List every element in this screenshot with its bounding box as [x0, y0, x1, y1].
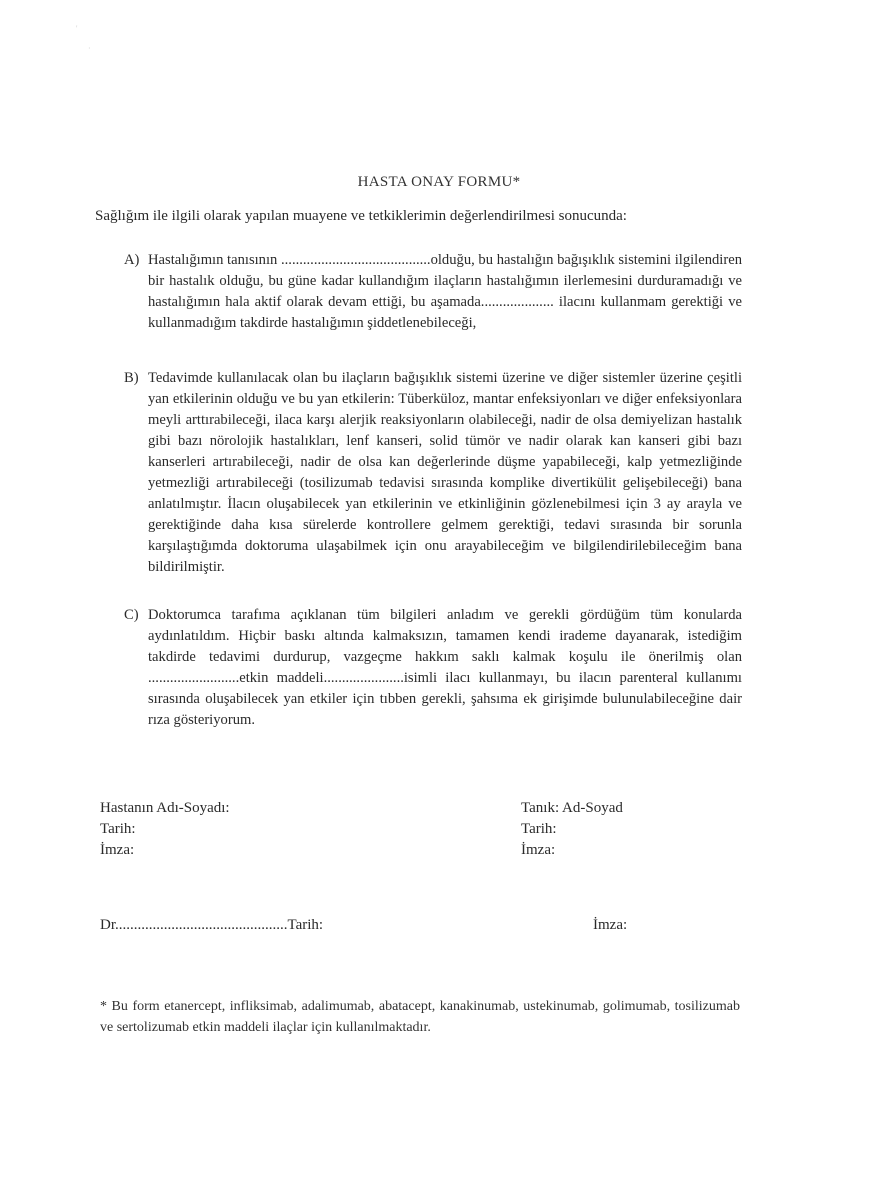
doctor-name-date-line: Dr..............................................Tarih: — [100, 917, 324, 933]
witness-date-label: Tarih: — [521, 821, 557, 837]
scan-speck: · — [88, 44, 91, 53]
section-a-text: Hastalığımın tanısının .........................................olduğu, bu hastalığın bağışıklık sistemini ilgilendiren bir hastalık olduğu, bu güne kadar kullandığım ilaçların hastalığımın ilerlemesini durduramadığı ve hastalığımın hala aktif olarak devam ettiği, bu aşamada.................... ilacını kullanmam gerektiği ve kullanmadığım takdirde hastalığımın şiddetlenebileceği, — [148, 252, 742, 331]
section-a-marker: A) — [124, 252, 140, 268]
form-title: HASTA ONAY FORMU* — [357, 174, 521, 190]
patient-date-label: Tarih: — [100, 821, 136, 837]
patient-name-label: Hastanın Adı-Soyadı: — [100, 800, 230, 816]
section-c — [124, 605, 742, 731]
witness-name-label: Tanık: Ad-Soyad — [521, 800, 623, 816]
doctor-sign-label: İmza: — [593, 917, 628, 933]
section-b-marker: B) — [124, 370, 139, 386]
section-c-marker: C) — [124, 607, 139, 623]
patient-sign-label: İmza: — [100, 842, 135, 858]
section-b — [124, 368, 742, 578]
section-a — [124, 250, 742, 334]
intro-paragraph: Sağlığım ile ilgili olarak yapılan muayene ve tetkiklerimin değerlendirilmesi sonucunda: — [95, 208, 627, 224]
patient-signature-block — [100, 798, 230, 861]
witness-sign-label: İmza: — [521, 842, 556, 858]
scan-speck: ' — [76, 24, 78, 33]
section-b-text: Tedavimde kullanılacak olan bu ilaçların bağışıklık sistemi üzerine ve diğer sistemler üzerine çeşitli yan etkilerinin olduğu ve bu yan etkilerin: Tüberküloz, mantar enfeksiyonları ve diğer enfeksiyonlara meyli arttırabileceği, ilaca karşı alerjik reaksiyonların olabileceği, nadir de olsa demiyelizan hastalık gibi bazı nörolojik hastalıkları, lenf kanseri, solid tümör ve nadir olarak kan kanseri gibi bazı kanserleri artırabileceği, nadir de olsa kan değerlerinde düşme yapabileceği, kalp yetmezliğinde yetmezliği artırabileceği (tosilizumab tedavisi sırasında komplike divertikülit gelişebileceği) bana anlatılmıştır. İlacın oluşabilecek yan etkilerinin ve etkinliğinin gözlenebilmesi için 3 ay arayla ve gerektiğinde daha kısa sürelerde kontrollere gelmem gerektiği, tedavi sırasında bir sorunla karşılaştığımda doktoruma ulaşabilmek için onu arayabileceğim ve bilgilendirilebileceğim bana bildirilmiştir. — [148, 370, 742, 575]
footnote: * Bu form etanercept, infliksimab, adalimumab, abatacept, kanakinumab, ustekinumab, golimumab, tosilizumab ve sertolizumab etkin maddeli ilaçlar için kullanılmaktadır. — [100, 999, 740, 1035]
section-c-text: Doktorumca tarafıma açıklanan tüm bilgileri anladım ve gerekli gördüğüm tüm konularda aydınlatıldım. Hiçbir baskı altında kalmaksızın, tamamen kendi irademe dayanarak, istediğim takdirde tedavimi durdurup, vazgeçme hakkım saklı kalmak koşulu ile önerilmiş olan .........................etkin maddeli......................isimli ilacı kullanmayı, bu ilacın parenteral kullanımı sırasında oluşabilecek yan etkiler için tıbben gerekli, şahsıma ek girişimde bulunulabileceğine dair rıza gösteriyorum. — [148, 607, 742, 728]
witness-signature-block — [521, 798, 623, 861]
